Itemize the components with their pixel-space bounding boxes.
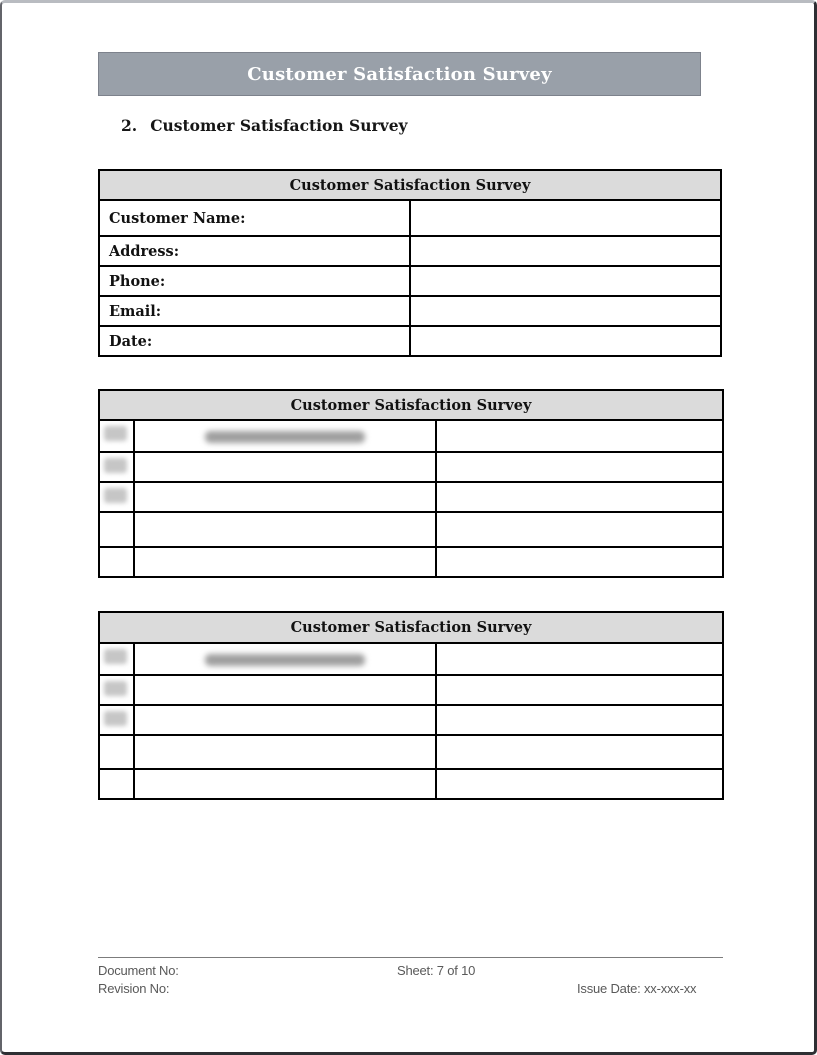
redacted-row-marker [104, 711, 127, 726]
table-row [99, 420, 723, 452]
table-header-row [99, 170, 721, 200]
marker-cell [99, 735, 134, 769]
table-row [99, 675, 723, 705]
answer-cell[interactable] [436, 512, 723, 547]
table-row [99, 769, 723, 799]
address-label: Address: [99, 236, 410, 266]
redacted-row-marker [104, 426, 127, 441]
footer-issue-date: Issue Date: xx-xxx-xx [577, 981, 697, 996]
document-title: Customer Satisfaction Survey [247, 63, 552, 85]
redacted-question-text [205, 654, 365, 666]
survey-questions-table-2 [98, 611, 724, 800]
answer-cell[interactable] [436, 735, 723, 769]
marker-cell [99, 769, 134, 799]
table-row [99, 326, 721, 356]
question-cell [134, 547, 436, 577]
date-value-cell[interactable] [410, 326, 721, 356]
answer-cell[interactable] [436, 547, 723, 577]
question-cell [134, 675, 436, 705]
customer-name-value-cell[interactable] [410, 200, 721, 236]
redacted-row-marker [104, 458, 127, 473]
footer-document-no: Document No: [98, 963, 179, 978]
answer-cell[interactable] [436, 420, 723, 452]
table-row [99, 512, 723, 547]
redacted-row-marker [104, 488, 127, 503]
table-row [99, 547, 723, 577]
survey-questions-table-1 [98, 389, 724, 578]
answer-cell[interactable] [436, 643, 723, 675]
question-cell [134, 769, 436, 799]
question-cell [134, 512, 436, 547]
answer-cell[interactable] [436, 705, 723, 735]
answer-cell[interactable] [436, 482, 723, 512]
phone-value-cell[interactable] [410, 266, 721, 296]
redacted-row-marker [104, 681, 127, 696]
question-cell [134, 452, 436, 482]
table-row [99, 452, 723, 482]
footer-sheet-number: Sheet: 7 of 10 [397, 963, 476, 978]
redacted-row-marker [104, 649, 127, 664]
table-row [99, 236, 721, 266]
customer-info-table [98, 169, 722, 357]
section-heading [121, 116, 408, 135]
info-table-title: Customer Satisfaction Survey [99, 170, 721, 200]
table-header-row [99, 612, 723, 643]
survey-table-2-title: Customer Satisfaction Survey [99, 612, 723, 643]
customer-name-label: Customer Name: [99, 200, 410, 236]
date-label: Date: [99, 326, 410, 356]
document-title-banner [98, 52, 701, 96]
answer-cell[interactable] [436, 675, 723, 705]
section-number: 2. [121, 116, 138, 135]
email-value-cell[interactable] [410, 296, 721, 326]
table-row [99, 482, 723, 512]
table-row [99, 200, 721, 236]
table-row [99, 296, 721, 326]
table-row [99, 735, 723, 769]
phone-label: Phone: [99, 266, 410, 296]
question-cell [134, 482, 436, 512]
email-label: Email: [99, 296, 410, 326]
table-row [99, 705, 723, 735]
question-cell [134, 735, 436, 769]
question-cell [134, 705, 436, 735]
footer-divider [98, 957, 723, 958]
answer-cell[interactable] [436, 452, 723, 482]
answer-cell[interactable] [436, 769, 723, 799]
redacted-question-text [205, 431, 365, 443]
table-row [99, 643, 723, 675]
table-header-row [99, 390, 723, 420]
address-value-cell[interactable] [410, 236, 721, 266]
marker-cell [99, 547, 134, 577]
marker-cell [99, 512, 134, 547]
table-row [99, 266, 721, 296]
survey-table-1-title: Customer Satisfaction Survey [99, 390, 723, 420]
section-title: Customer Satisfaction Survey [150, 116, 408, 135]
footer-revision-no: Revision No: [98, 981, 170, 996]
